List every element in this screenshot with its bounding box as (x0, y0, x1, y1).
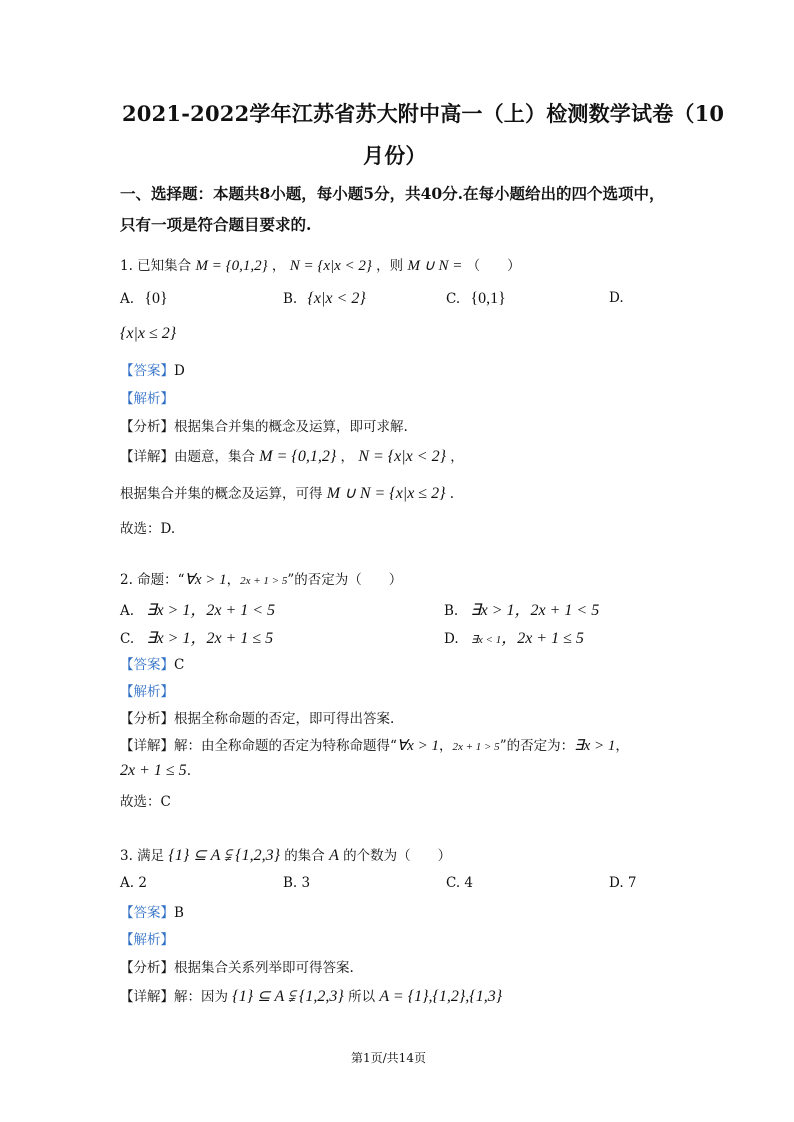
q1-option-d-label: D. (609, 290, 624, 306)
q1-option-a-value: {0} (144, 290, 168, 307)
q2-option-b-value: ∃x > 1，2x + 1 < 5 (470, 602, 600, 619)
q2-xiangjie-end: ， (615, 738, 629, 754)
q1-stem-then: ，则 (376, 258, 404, 274)
q2-analysis-tag: 【解析】 (120, 684, 174, 700)
q2-option-b-label: B. (444, 603, 459, 619)
q1-option-d-value: {x|x ≤ 2} (120, 325, 177, 342)
q1-stem-set-n: N = {x|x < 2} (289, 258, 372, 274)
q2-xiangjie-math2: 2x + 1 > 5 (452, 741, 500, 753)
q1-stem (120, 254, 521, 275)
q1-option-b-value: {x|x < 2} (307, 290, 366, 307)
q2-option-a-value: ∃x > 1，2x + 1 < 5 (146, 602, 276, 619)
q1-xiangjie (120, 445, 464, 466)
q2-stem-prefix: 2. 命题：“ (120, 572, 185, 588)
q2-final-choice: 故选：C (120, 794, 171, 810)
q1-xiangjie-set-m: M = {0,1,2} (259, 448, 337, 465)
q1-xiangjie-sep: ， (340, 449, 355, 465)
q1-stem-paren: （ ） (466, 258, 521, 274)
q1-conclusion (120, 482, 454, 503)
q1-xiangjie-set-n: N = {x|x < 2} (358, 448, 446, 465)
q2-conclusion-end: . (186, 763, 191, 779)
q2-option-d-math2: ，2x + 1 ≤ 5 (501, 630, 584, 647)
q3-xiangjie-math1: {1} ⊆ A ⫋ {1,2,3} (232, 988, 344, 1005)
q3-fenxi (120, 956, 354, 976)
q3-option-d: D. 7 (609, 875, 637, 891)
q3-option-c: C. 4 (446, 875, 474, 891)
q3-fenxi-tag: 【分析】 (120, 960, 174, 976)
q1-xiangjie-end: ， (450, 449, 464, 465)
q2-xiangjie-prefix: 解：由全称命题的否定为特称命题得“ (174, 738, 397, 754)
q1-xiangjie-prefix: 由题意，集合 (174, 449, 255, 465)
q1-fenxi-tag: 【分析】 (120, 419, 174, 435)
q3-xiangjie-tag: 【详解】 (120, 989, 174, 1005)
q1-option-c-label: C. (446, 291, 461, 307)
q3-option-a: A. 2 (120, 875, 147, 891)
q1-stem-prefix: 1. 已知集合 (120, 258, 192, 274)
q2-fenxi-tag: 【分析】 (120, 711, 174, 727)
q1-fenxi (120, 415, 408, 435)
q2-option-d (444, 625, 584, 648)
q3-stem-set-a: A (329, 847, 339, 864)
q2-xiangjie-suffix: ”的否定为： (499, 738, 575, 754)
q3-stem-prefix: 3. 满足 (120, 848, 165, 864)
q2-xiangjie-math1: ∀x > 1 (396, 738, 439, 754)
q2-option-a (120, 597, 275, 620)
q1-option-a-label: A. (120, 291, 135, 307)
q3-answer-tag: 【答案】 (120, 905, 174, 921)
q2-stem-math2: 2x + 1 > 5 (240, 575, 288, 587)
q2-option-c (120, 625, 273, 648)
q2-option-a-label: A. (120, 603, 135, 619)
q3-stem-middle: 的集合 (284, 848, 325, 864)
q1-option-c-value: {0,1} (470, 290, 506, 307)
q1-conclusion-end: . (449, 486, 455, 502)
q1-option-c (446, 290, 506, 308)
q1-answer (120, 359, 185, 379)
q3-xiangjie-math2: A = {1},{1,2},{1,3} (379, 988, 503, 1005)
q3-answer-value: B (174, 905, 184, 921)
section-heading-line1: 一、选择题：本题共8小题，每小题5分，共40分.在每小题给出的四个选项中， (120, 184, 665, 203)
q1-conclusion-prefix: 根据集合并集的概念及运算，可得 (120, 486, 323, 502)
q3-xiangjie-middle: 所以 (348, 989, 376, 1005)
q2-answer-tag: 【答案】 (120, 657, 174, 673)
q3-answer (120, 901, 184, 921)
q2-xiangjie-math3: ∃x > 1 (574, 738, 616, 754)
doc-title-line2: 月份） (363, 143, 427, 168)
q2-answer (120, 653, 184, 673)
q3-option-b: B. 3 (283, 875, 311, 891)
q2-fenxi (120, 707, 394, 727)
q1-answer-value: D (174, 363, 185, 379)
q1-fenxi-text: 根据集合并集的概念及运算，即可求解. (174, 419, 408, 435)
q2-answer-value: C (174, 657, 185, 673)
q2-xiangjie (120, 734, 629, 755)
q2-conclusion (120, 762, 191, 780)
q2-xiangjie-sep: ， (438, 738, 453, 754)
page-footer: 第1页/共14页 (351, 1051, 426, 1065)
q1-final-choice: 故选：D. (120, 521, 176, 537)
q2-option-d-label: D. (444, 631, 459, 647)
q2-option-c-label: C. (120, 631, 135, 647)
q3-fenxi-text: 根据集合关系列举即可得答案. (174, 960, 354, 976)
q1-stem-union: M ∪ N = (407, 258, 463, 274)
q2-fenxi-text: 根据全称命题的否定，即可得出答案. (174, 711, 395, 727)
q1-analysis-tag: 【解析】 (120, 391, 174, 407)
q1-conclusion-math: M ∪ N = {x|x ≤ 2} (326, 485, 446, 502)
q2-stem-sep: ， (226, 572, 241, 588)
q2-option-b (444, 597, 599, 620)
section-heading-line2: 只有一项是符合题目要求的. (120, 215, 312, 234)
q1-stem-sep: ， (271, 258, 286, 274)
q3-stem-suffix: 的个数为（ ） (343, 848, 452, 864)
q1-xiangjie-tag: 【详解】 (120, 449, 174, 465)
q2-conclusion-math: 2x + 1 ≤ 5 (120, 762, 187, 779)
q3-xiangjie-prefix: 解：因为 (174, 989, 228, 1005)
doc-title-line1: 2021-2022学年江苏省苏大附中高一（上）检测数学试卷（10 (122, 101, 725, 126)
q3-xiangjie (120, 985, 502, 1006)
q1-stem-set-m: M = {0,1,2} (195, 258, 268, 274)
q2-option-d-math1: ∃x < 1 (470, 634, 502, 646)
q3-stem (120, 844, 451, 865)
q2-stem-suffix: ”的否定为（ ） (287, 572, 403, 588)
q2-stem-math1: ∀x > 1 (184, 572, 227, 588)
q1-answer-tag: 【答案】 (120, 363, 174, 379)
q1-option-b-label: B. (283, 291, 298, 307)
q1-option-b (283, 290, 366, 308)
q2-stem (120, 568, 402, 589)
q3-stem-math: {1} ⊆ A ⫋ {1,2,3} (168, 847, 280, 864)
q2-xiangjie-tag: 【详解】 (120, 738, 174, 754)
q1-option-a (120, 290, 168, 308)
q2-option-c-value: ∃x > 1，2x + 1 ≤ 5 (146, 630, 274, 647)
q3-analysis-tag: 【解析】 (120, 932, 174, 948)
